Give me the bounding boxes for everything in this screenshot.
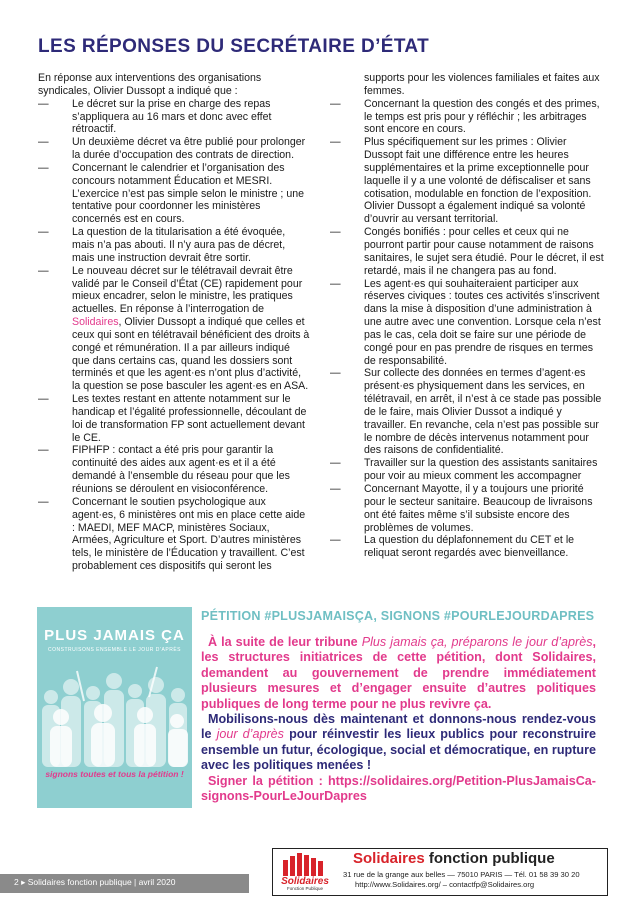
- publisher-box: [272, 848, 608, 896]
- list-item: — Le décret sur la prise en charge des repas s’appliquera au 16 mars et donc avec effet rétroactif.: [38, 98, 310, 137]
- petition-link[interactable]: https://solidaires.org/Petition-PlusJamaisCa-signons-PourLeJourDapres: [201, 773, 596, 804]
- list-item: — Congés bonifiés : pour celles et ceux qui ne pourront partir pour cause notamment de raisons sanitaires, le sujet sera étudié. Pour le décret, il est retardé, mais il ne changera pas au fond.: [330, 226, 606, 277]
- publisher-name: [353, 850, 555, 867]
- logo-subtitle: Fonction Publique: [286, 886, 324, 891]
- petition-text: À la suite de leur tribune: [208, 635, 362, 649]
- petition-poster-image: [37, 607, 192, 808]
- publisher-suffix: fonction publique: [424, 850, 555, 867]
- petition-paragraph: [201, 712, 596, 774]
- list-item: [38, 265, 310, 393]
- list-item: — La question de la titularisation a été évoquée, mais n’a pas abouti. Il n’y aura pas de décret, mais une instruction devrait être sortir.: [38, 226, 310, 265]
- petition-text: pour réinvestir les lieux publics pour reconstruire ensemble un futur, écologique, social et démocratique, en rupture avec les politiques menées !: [201, 727, 596, 773]
- crowd-illustration-icon: [37, 657, 192, 767]
- intro-text: En réponse aux interventions des organisations syndicales, Olivier Dussopt a indiqué que :: [38, 72, 262, 97]
- sign-label: Signer la pétition :: [208, 773, 328, 788]
- list-item: — Concernant Mayotte, il y a toujours une priorité pour le secteur sanitaire. Beaucoup de livraisons ont été faites même s’il subsiste encore des problèmes de volumes.: [330, 483, 606, 534]
- list-item: — Les textes restant en attente notamment sur le handicap et l’égalité professionnelle, découlant de loi de transformation FP sont actuellement devant le CE.: [38, 393, 310, 444]
- petition-body: [201, 635, 596, 804]
- list-item: — FIPHFP : contact a été pris pour garantir la continuité des aides aux agent·es et il a été demandé à l’ensemble du réseau pour que les réunions se déroulent en visioconférence.: [38, 444, 310, 495]
- responses-list: [38, 98, 310, 573]
- right-column: [330, 72, 606, 560]
- publisher-brand: Solidaires: [353, 850, 425, 867]
- solidaires-logo: [279, 852, 331, 892]
- petition-paragraph: [201, 635, 596, 712]
- poster-subtitle: CONSTRUISONS ENSEMBLE LE JOUR D’APRÈS: [48, 647, 181, 653]
- list-item-continuation: supports pour les violences familiales et faites aux femmes.: [364, 72, 600, 97]
- list-item: — La question du déplafonnement du CET et le reliquat seront regardés avec bienveillance.: [330, 534, 606, 560]
- list-item: — Un deuxième décret va être publié pour prolonger la durée d’occupation des contrats de direction.: [38, 136, 310, 162]
- responses-list-continued: [330, 72, 606, 560]
- list-item-text: , Olivier Dussopt a indiqué que celles et ceux qui sont en télétravail bénéficient des droits à congé et rémunération. Il a par ailleurs indiqué que dans certains cas, quand les dossiers sont terminés et que les agent·es n’ont plus d’activité, la question se pose basculer les agent·es en ASA.: [72, 316, 310, 393]
- tribune-title: Plus jamais ça, préparons le jour d’après: [361, 635, 593, 649]
- raised-fists-icon: [279, 852, 331, 876]
- page-title: LES RÉPONSES DU SECRÉTAIRE D’ÉTAT: [38, 36, 430, 57]
- page-number-label: 2 ▸ Solidaires fonction publique | avril 2020: [14, 877, 176, 887]
- petition-heading: PÉTITION #PLUSJAMAISÇA, SIGNONS #POURLEJOURDAPRES: [201, 609, 595, 623]
- list-item: — Concernant le calendrier et l’organisation des concours notamment Éducation et MESRI. L’exercice n’est pas simple selon le ministre ; une tentative pour coordonner les ministères concernés est en cours.: [38, 162, 310, 226]
- list-item: — Les agent·es qui souhaiteraient participer aux réserves civiques : toutes ces activités s’inscrivent dans la mise à disposition d’une administration à une autre avec une convention. Lorsque cela n’est pas le cas, cela doit se faire sur une période de congé pour en pas prendre de risques en termes de responsabilité.: [330, 278, 606, 368]
- page-footer-bar: [0, 874, 249, 893]
- solidaires-mention: Solidaires: [72, 316, 119, 329]
- jour-apres-text: jour d’après: [216, 727, 284, 742]
- list-item-text: Le nouveau décret sur le télétravail devrait être validé par le Conseil d’État (CE) rapidement pour mieux encadrer, selon le ministre, les pratiques actuelles. En réponse à l’interrogation de: [72, 264, 303, 316]
- publisher-address: 31 rue de la grange aux belles — 75010 PARIS — Tél. 01 58 39 30 20: [343, 870, 580, 879]
- petition-paragraph: [201, 774, 596, 805]
- list-item: — Concernant le soutien psychologique aux agent·es, 6 ministères ont mis en place cette aide : MAEDI, MEF MACP, ministères Sociaux, Armées, Agriculture et Sport. D’autres ministères tels, le ministère de l’Éducation y travaillent. C’est probablement ces dispositifs qui seront les: [38, 496, 310, 573]
- left-column: [38, 72, 310, 573]
- petition-text: , les structures initiatrices de cette pétition, dont Solidaires, demandent au gouvernement de prendre immédiatement plusieurs mesures et d’engager ensuite d’autres politiques publiques de long terme pour ne plus revivre ça.: [201, 635, 596, 711]
- list-item: — Travailler sur la question des assistants sanitaires pour voir au mieux comment les accompagner: [330, 457, 606, 483]
- logo-wordmark: Solidaires: [281, 876, 329, 887]
- poster-tagline: signons toutes et tous la pétition !: [45, 769, 184, 779]
- petition-text: Mobilisons-nous dès maintenant et donnons-nous rendez-vous le: [201, 712, 596, 742]
- list-item: — Sur collecte des données en termes d’agent·es présent·es physiquement dans les services, en télétravail, en arrêt, il n’est à ce stade pas possible de le faire, mais Olivier Dussot a indiqué y travailler. En revanche, cela n’est pas possible sur le nombre de décès intervenus notamment pour des raisons de confidentialité.: [330, 367, 606, 457]
- list-item: — Plus spécifiquement sur les primes : Olivier Dussopt fait une différence entre les heures supplémentaires et la prime exceptionnelle pour laquelle il y a une volonté de défiscaliser et sans cotisation, modulable en fonction de l’exposition. Olivier Dussopt a également indiqué sa volonté d’ouvrir au versant territorial.: [330, 136, 606, 226]
- list-item: — Concernant la question des congés et des primes, le temps est pris pour y réfléchir ; les arbitrages sont encore en cours.: [330, 98, 606, 137]
- poster-title: PLUS JAMAIS ÇA: [44, 627, 185, 644]
- publisher-contact-link[interactable]: http://www.Solidaires.org/ – contactfp@Solidaires.org: [355, 880, 535, 889]
